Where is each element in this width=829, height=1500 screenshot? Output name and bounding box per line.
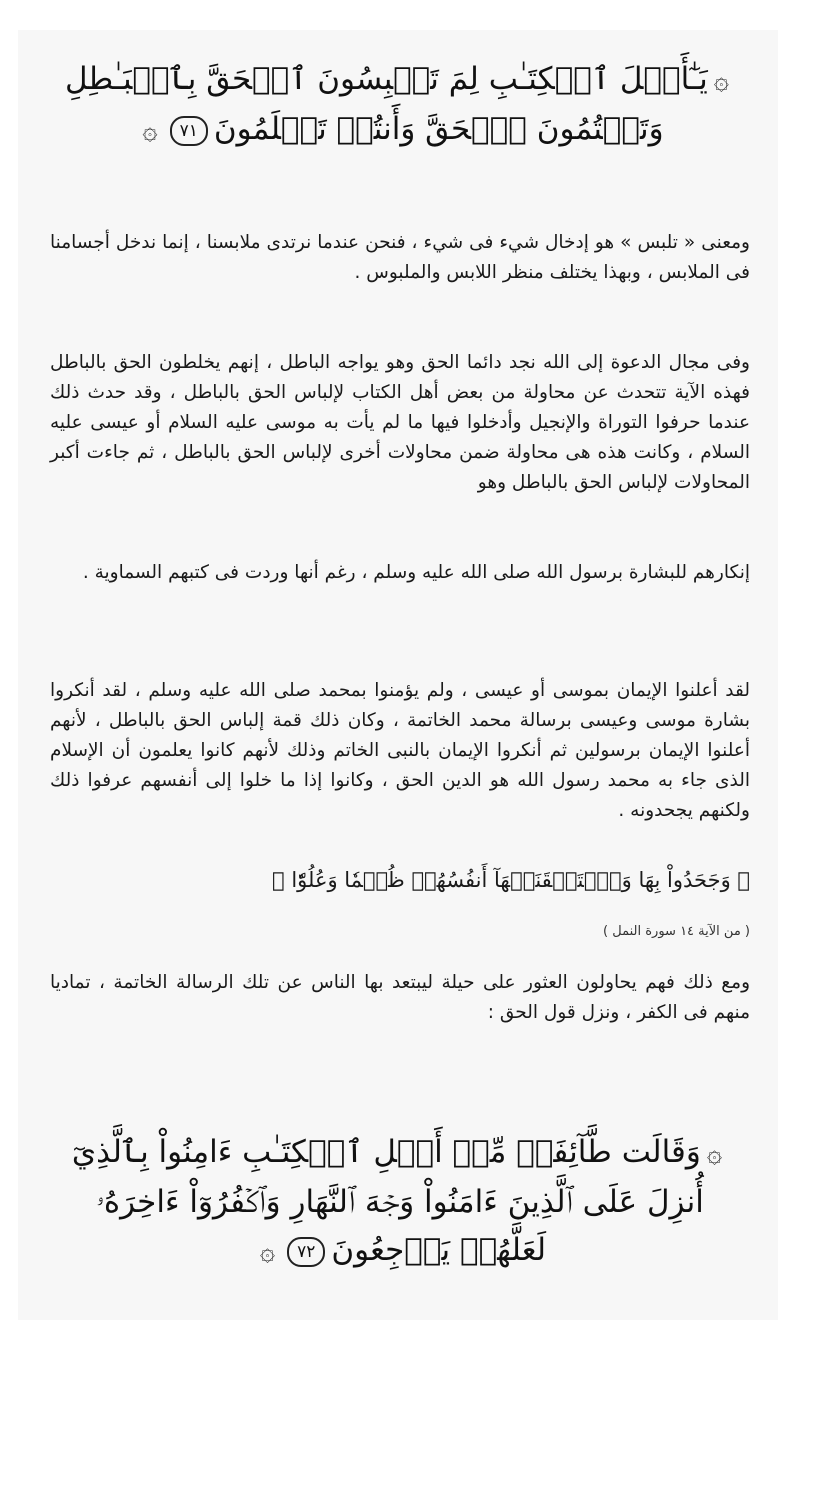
- verse-71-line-1: [40, 55, 760, 105]
- verse-71-line-2: [40, 105, 760, 155]
- verse-72-line-1: [40, 1128, 760, 1178]
- paragraph-4: [50, 676, 750, 826]
- ornament-icon: ۞: [713, 66, 729, 96]
- verse-72-line-3: [40, 1226, 760, 1276]
- inline-verse: ﴿ وَجَحَدُواْ بِهَا وَٱسۡتَيۡقَنَتۡهَآ أَنفُسُهُمۡ ظُلۡمٗا وَعُلُوّٗا ﴾: [272, 868, 750, 892]
- verse-72-text-1: وَقَالَت طَّآئِفَةٞ مِّنۡ أَهۡلِ ٱلۡكِتَـٰبِ ءَامِنُواْ بِٱلَّذِيٓ: [71, 1134, 701, 1170]
- verse-citation: ( من الآية ١٤ سورة النمل ): [603, 924, 750, 939]
- ornament-icon: ۞: [259, 1237, 276, 1267]
- paragraph-text: وفى مجال الدعوة إلى الله نجد دائما الحق وهو يواجه الباطل ، إنهم يخلطون الحق بالباطل فهذه الآية تتحدث عن محاولة من بعض أهل الكتاب لإلباس الحق بالباطل ، وقد حدث ذلك عندما حرفوا التوراة والإنجيل وأدخلوا فيها ما لم يأت به موسى عليه السلام أو عيسى عليه السلام ، وكانت هذه هى محاولة ضمن محاولات أخرى لإلباس الحق بالباطل ، ثم جاءت أكبر المحاولات لإلباس الحق بالباطل وهو: [50, 352, 750, 493]
- verse-72-line-2: [40, 1178, 760, 1226]
- paragraph-3: [50, 558, 750, 588]
- ornament-icon: ۞: [706, 1139, 723, 1169]
- verse-72: [40, 1128, 760, 1276]
- ayah-number-71: ٧١: [170, 116, 208, 146]
- paragraph-text: إنكارهم للبشارة برسول الله صلى الله عليه وسلم ، رغم أنها وردت فى كتبهم السماوية .: [82, 562, 750, 583]
- verse-71: [40, 55, 760, 155]
- ornament-icon: ۞: [142, 116, 158, 146]
- verse-71-text-2: وَتَكۡتُمُونَ ٱلۡحَقَّ وَأَنتُمۡ تَعۡلَمُونَ: [213, 111, 664, 147]
- verse-72-text-3: لَعَلَّهُمۡ يَرۡجِعُونَ: [331, 1232, 547, 1268]
- paragraph-5: [50, 968, 750, 1028]
- paragraph-1: [50, 228, 750, 288]
- ayah-number-72: ٧٢: [287, 1237, 325, 1267]
- paragraph-2: [50, 348, 750, 498]
- page-background: [18, 30, 778, 1320]
- verse-71-text-1: يَـٰٓأَهۡلَ ٱلۡكِتَـٰبِ لِمَ تَلۡبِسُونَ ٱلۡحَقَّ بِٱلۡبَـٰطِلِ: [65, 61, 708, 97]
- paragraph-text: لقد أعلنوا الإيمان بموسى أو عيسى ، ولم يؤمنوا بمحمد صلى الله عليه وسلم ، لقد أنكروا بشارة موسى وعيسى برسالة محمد الخاتمة ، وكان ذلك قمة إلباس الحق بالباطل ، لأنهم أعلنوا الإيمان برسولين ثم أنكروا الإيمان بالنبى الخاتم وذلك لأنهم كانوا يعلمون أن الإسلام الذى جاء به محمد رسول الله هو الدين الحق ، وكانوا إذا ما خلوا إلى أنفسهم عرفوا ذلك ولكنهم يجحدونه .: [50, 680, 750, 821]
- paragraph-text: ومع ذلك فهم يحاولون العثور على حيلة ليبتعد بها الناس عن تلك الرسالة الخاتمة ، تماديا منهم فى الكفر ، ونزل قول الحق :: [50, 972, 750, 1023]
- paragraph-text: ومعنى « تلبس » هو إدخال شيء فى شيء ، فنحن عندما نرتدى ملابسنا ، إنما ندخل أجسامنا فى الملابس ، وبهذا يختلف منظر اللابس والملبوس .: [50, 232, 750, 283]
- verse-72-text-2: أُنزِلَ عَلَى ٱلَّذِينَ ءَامَنُواْ وَجۡهَ ٱلنَّهَارِ وَٱكۡفُرُوٓاْ ءَاخِرَهُۥ: [96, 1184, 704, 1220]
